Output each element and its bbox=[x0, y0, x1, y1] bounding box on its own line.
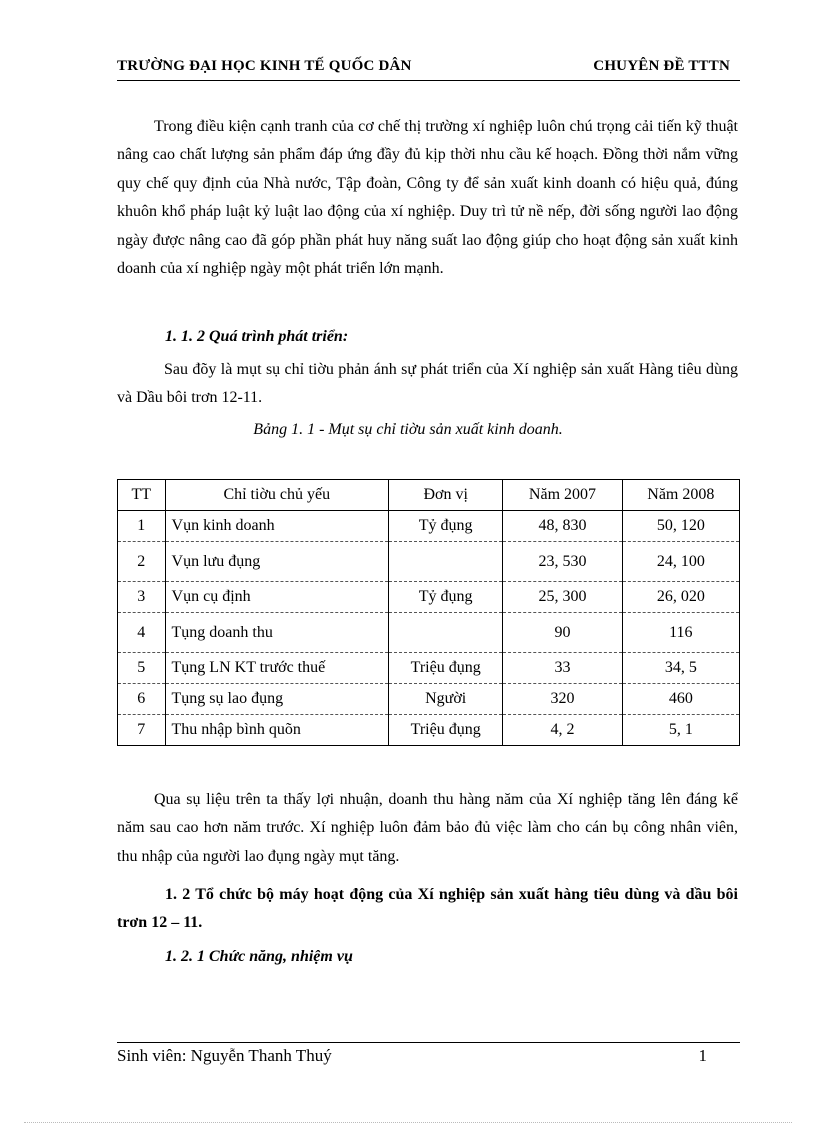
section-heading-1-2-1: 1. 2. 1 Chức năng, nhiệm vụ bbox=[165, 948, 353, 965]
cell-indicator: Tụng doanh thu bbox=[165, 613, 389, 653]
cell-2007: 4, 2 bbox=[503, 715, 622, 746]
cell-2008: 26, 020 bbox=[622, 582, 739, 613]
table-intro-paragraph: Sau đõy là mụt sụ chỉ tiờu phản ánh sự phát triển của Xí nghiệp sản xuất Hàng tiêu dùng và Dầu bôi trơn 12-11. bbox=[117, 361, 738, 407]
col-header-tt: TT bbox=[118, 480, 166, 511]
university-name: TRƯỜNG ĐẠI HỌC KINH TẾ QUỐC DÂN bbox=[117, 58, 412, 74]
section-heading-1-2: 1. 2 Tổ chức bộ máy hoạt động của Xí nghiệp sản xuất hàng tiêu dùng và dầu bôi trơn 12 – 11. bbox=[117, 886, 738, 931]
indicator-table bbox=[117, 479, 740, 746]
cell-2007: 25, 300 bbox=[503, 582, 622, 613]
cell-unit: Người bbox=[389, 684, 503, 715]
cell-unit: Tỷ đụng bbox=[389, 582, 503, 613]
cell-tt: 7 bbox=[118, 715, 166, 746]
student-name: Sinh viên: Nguyễn Thanh Thuý bbox=[117, 1046, 332, 1065]
table-header-row bbox=[118, 480, 740, 511]
cell-unit: Triệu đụng bbox=[389, 653, 503, 684]
cell-2008: 34, 5 bbox=[622, 653, 739, 684]
cell-indicator: Tụng LN KT trước thuế bbox=[165, 653, 389, 684]
cell-2007: 33 bbox=[503, 653, 622, 684]
cell-unit bbox=[389, 613, 503, 653]
cell-2007: 23, 530 bbox=[503, 542, 622, 582]
cell-unit: Tỷ đụng bbox=[389, 511, 503, 542]
cell-indicator: Tụng sụ lao đụng bbox=[165, 684, 389, 715]
cell-2008: 460 bbox=[622, 684, 739, 715]
cell-tt: 5 bbox=[118, 653, 166, 684]
table-row bbox=[118, 653, 740, 684]
col-header-unit: Đơn vị bbox=[389, 480, 503, 511]
table-row bbox=[118, 542, 740, 582]
cell-tt: 3 bbox=[118, 582, 166, 613]
intro-paragraph: Trong điều kiện cạnh tranh của cơ chế thị trường xí nghiệp luôn chú trọng cải tiến kỹ thuật nâng cao chất lượng sản phẩm đáp ứng đầy đủ kịp thời nhu cầu kế hoạch. Đồng thời nắm vững quy chế quy định của Nhà nước, Tập đoàn, Công ty để sản xuất kinh doanh có hiệu quả, đúng khuôn khổ pháp luật kỷ luật lao động của xí nghiệp. Duy trì tử nề nếp, đời sống người lao động ngày được nâng cao đã góp phần phát huy năng suất lao động giúp cho hoạt động sản xuất kinh doanh của xí nghiệp ngày một phát triển lớn mạnh. bbox=[117, 118, 738, 278]
table-row bbox=[118, 582, 740, 613]
cell-2008: 5, 1 bbox=[622, 715, 739, 746]
cell-2008: 24, 100 bbox=[622, 542, 739, 582]
page-header bbox=[117, 56, 740, 81]
section-heading-1-1-2: 1. 1. 2 Quá trình phát triển: bbox=[165, 328, 349, 345]
cell-2008: 50, 120 bbox=[622, 511, 739, 542]
document-type: CHUYÊN ĐỀ TTTN bbox=[593, 58, 730, 74]
page-footer bbox=[117, 1042, 740, 1065]
table-row bbox=[118, 715, 740, 746]
table-caption: Bảng 1. 1 - Mụt sụ chỉ tiờu sản xuất kinh doanh. bbox=[253, 421, 563, 438]
cell-unit bbox=[389, 542, 503, 582]
table-row bbox=[118, 684, 740, 715]
cell-tt: 2 bbox=[118, 542, 166, 582]
cell-tt: 4 bbox=[118, 613, 166, 653]
cell-2007: 90 bbox=[503, 613, 622, 653]
cell-tt: 6 bbox=[118, 684, 166, 715]
cell-2008: 116 bbox=[622, 613, 739, 653]
cell-tt: 1 bbox=[118, 511, 166, 542]
cell-indicator: Thu nhập bình quõn bbox=[165, 715, 389, 746]
cell-indicator: Vụn lưu đụng bbox=[165, 542, 389, 582]
cell-indicator: Vụn cụ định bbox=[165, 582, 389, 613]
table-row bbox=[118, 613, 740, 653]
cell-2007: 320 bbox=[503, 684, 622, 715]
col-header-2007: Năm 2007 bbox=[503, 480, 622, 511]
cell-unit: Triệu đụng bbox=[389, 715, 503, 746]
table-row bbox=[118, 511, 740, 542]
page-number: 1 bbox=[698, 1046, 707, 1065]
cell-indicator: Vụn kinh doanh bbox=[165, 511, 389, 542]
cell-2007: 48, 830 bbox=[503, 511, 622, 542]
col-header-2008: Năm 2008 bbox=[622, 480, 739, 511]
col-header-indicator: Chỉ tiờu chủ yếu bbox=[165, 480, 389, 511]
after-table-paragraph: Qua sụ liệu trên ta thấy lợi nhuận, doanh thu hàng năm của Xí nghiệp tăng lên đáng kể năm sau cao hơn năm trước. Xí nghiệp luôn đảm bảo đủ việc làm cho cán bụ công nhân viên, thu nhập của người lao đụng ngày mụt tăng. bbox=[117, 791, 738, 865]
